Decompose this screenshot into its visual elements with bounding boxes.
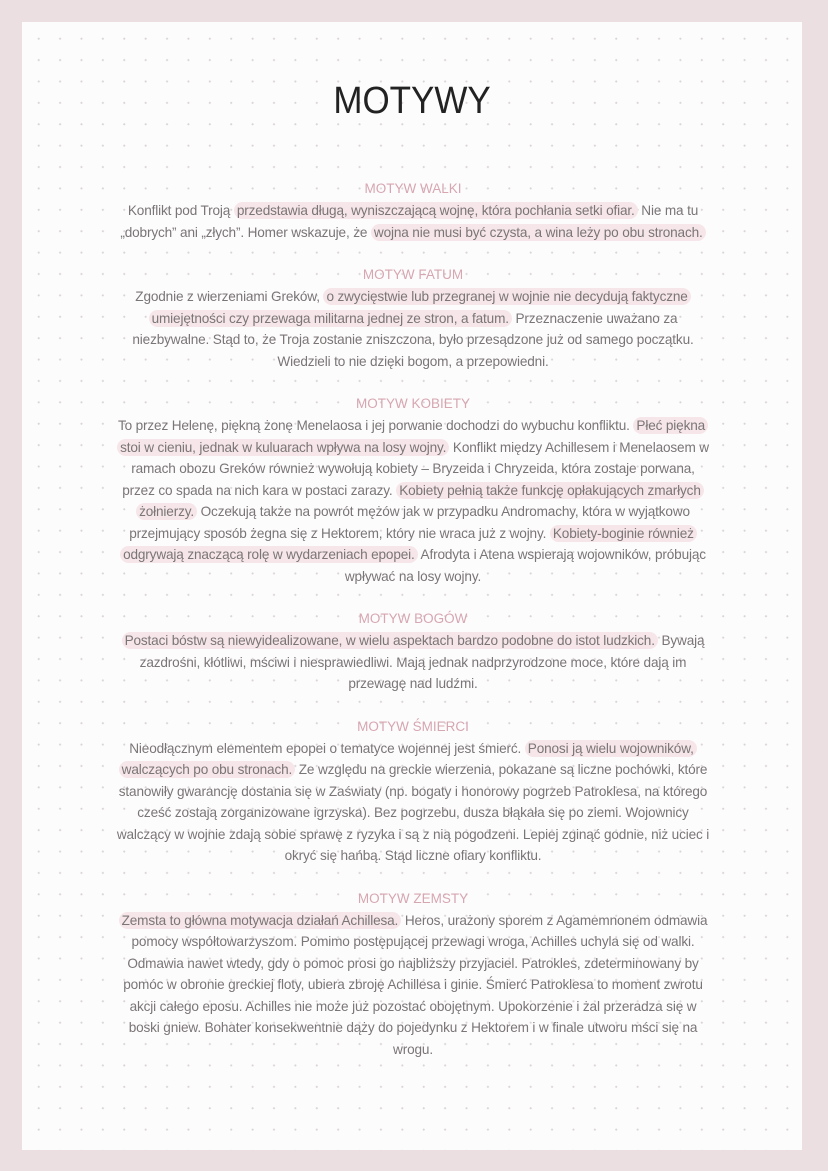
text-segment: Nie ma tu „dobrych” ani „złych”. Homer wskazuje, że — [120, 203, 699, 240]
highlighted-text: Płeć piękna stoi w cieniu, jednak w kuluarach wpływa na losy wojny. — [117, 417, 708, 456]
section-heading: MOTYW ZEMSTY — [357, 890, 469, 906]
highlighted-text: przedstawia długą, wyniszczającą wojnę, która pochłania setki ofiar. — [234, 202, 638, 219]
text-segment: Nieodłącznym elementem epopei o tematyce wojennej jest śmierć. — [129, 740, 525, 756]
motifs-list — [114, 178, 712, 1081]
section-paragraph — [114, 286, 712, 372]
page-title: MOTYWY — [333, 80, 491, 122]
section-paragraph — [114, 738, 712, 867]
highlighted-text: Kobiety pełnią także funkcję opłakujących zmarłych żołnierzy. — [136, 482, 704, 521]
section-heading: MOTYW WALKI — [364, 181, 462, 196]
motif-section — [114, 393, 712, 587]
text-segment: Przeznaczenie uważano za niezbywalne. Stąd to, że Troja zostanie zniszczona, było przesądzone już od samego początku. Wiedzieli to nie dzięki bogom, a przepowiedni. — [132, 310, 694, 369]
text-segment: Bywają zazdrośni, kłótliwi, mściwi i niesprawiedliwi. Mają jednak nadprzyrodzone moce, które dają im przewagę nad ludźmi. — [139, 633, 705, 691]
text-segment: Ze względu na greckie wierzenia, pokazane są liczne pochówki, które stanowiły gwarancję dostania się w Zaświaty (np. bogaty i honorowy pogrzeb Patroklesa, na którego cześć zostają zorganizowane igrzyska). Bez pogrzebu, dusza błąkała się po ziemi. Wojownicy walczący w wojnie zdają sobie sprawę z ryzyka i są z nią pogodzeni. Lepiej zginąć godnie, niż uciec i okryć się hańbą. Stąd liczne ofiary konfliktu. — [116, 762, 710, 863]
text-segment: Konflikt pod Troją — [127, 203, 234, 218]
section-paragraph — [114, 630, 712, 695]
section-heading: MOTYW ŚMIERCI — [357, 718, 469, 734]
highlighted-text: o zwycięstwie lub przegranej w wojnie nie decydują faktyczne umiejętności czy przewaga militarna jednej ze stron, a fatum. — [149, 288, 691, 327]
motif-section — [114, 264, 712, 372]
motif-section — [114, 608, 712, 695]
section-heading: MOTYW KOBIETY — [355, 396, 470, 411]
text-segment: To przez Helenę, piękną żonę Menelaosa i jej porwanie dochodzi do wybuchu konfliktu. — [117, 418, 634, 433]
highlighted-text: wojna nie musi być czysta, a wina leży po obu stronach. — [371, 224, 706, 241]
section-paragraph — [114, 200, 712, 243]
text-segment: Afrodyta i Atena wspierają wojowników, próbując wpływać na losy wojny. — [344, 547, 706, 584]
text-segment: Zgodnie z wierzeniami Greków, — [135, 289, 324, 304]
document-page — [22, 22, 802, 1150]
section-heading: MOTYW BOGÓW — [358, 611, 468, 626]
motif-section — [114, 178, 712, 243]
motif-section — [114, 716, 712, 867]
section-paragraph — [114, 910, 712, 1061]
text-segment: Heros, urażony sporem z Agamemnonem odmawia pomocy współtowarzyszom. Pomimo postępującej przewagi wroga, Achilles uchyla się od walki. Odmawia nawet wtedy, gdy o pomoc prosi go najbliższy przyjaciel. Patrokles, zdeterminowany by pomóc w obronie greckiej floty, ubiera zbroję Achillesa i ginie. Śmierć Patroklesa to moment zwrotu akcji całego eposu. Achilles nie może już pozostać obojętnym. Upokorzenie i żal przeradza się w boski gniew. Bohater konsekwentnie dąży do pojedynku z Hektorem i w finale utworu mści się na wrogu. — [123, 912, 708, 1057]
section-heading: MOTYW FATUM — [362, 267, 464, 282]
highlighted-text: Zemsta to główna motywacja działań Achillesa. — [119, 912, 402, 929]
motif-section — [114, 888, 712, 1061]
highlighted-text: Postaci bóstw są niewyidealizowane, w wielu aspektach bardzo podobne do istot ludzkich. — [122, 632, 658, 649]
highlighted-text: Ponosi ją wielu wojowników, walczących po obu stronach. — [119, 740, 697, 779]
text-segment: Konflikt między Achillesem i Menelaosem w ramach obozu Greków również wywołują kobiety – Bryzeida i Chryzeida, która zostaje porwana, przez co spada na nich kara w postaci zarazy. — [122, 439, 709, 498]
section-paragraph — [114, 415, 712, 587]
highlighted-text: Kobiety-boginie również odgrywają znaczącą rolę w wydarzeniach epopei. — [120, 525, 697, 564]
text-segment: Oczekują także na powrót mężów jak w przypadku Andromachy, która w wyjątkowo przejmujący sposób żegna się z Hektorem, który nie wraca już z wojny. — [129, 504, 690, 541]
